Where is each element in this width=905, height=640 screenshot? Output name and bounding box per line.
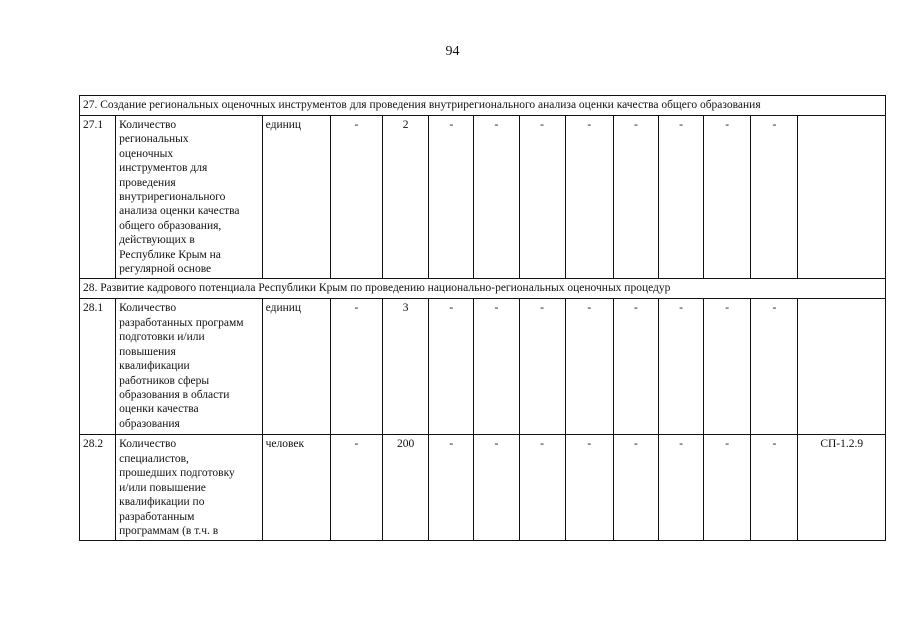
value-cell: - [704,299,751,435]
description-line: проведения [119,176,176,189]
value-cell: - [658,116,703,279]
value-cell: - [429,435,474,541]
value-cell: - [704,435,751,541]
description-line: квалификации по [119,496,205,509]
value-cell: - [613,299,658,435]
value-cell: - [519,299,565,435]
value-cell: - [565,116,613,279]
value-cell: - [613,435,658,541]
description-line: действующих в [119,234,195,247]
description-line: и/или повышение [119,481,206,494]
description-line: анализа оценки качества [119,205,240,218]
description-line: регулярной основе [119,263,212,276]
row-description [116,299,263,435]
row-number: 27.1 [80,116,116,279]
section-28-row [80,279,886,299]
value-cell: - [565,435,613,541]
value-cell: - [751,116,798,279]
description-line: Количество [119,438,177,451]
description-line: квалификации [119,360,190,373]
description-line: Республике Крым на [119,248,221,261]
section-27-row [80,96,886,116]
table-row-28-1 [80,299,886,435]
value-cell: - [613,116,658,279]
description-line: Количество [119,302,177,315]
description-line: работников сферы [119,374,210,387]
value-cell: - [658,435,703,541]
value-cell: 200 [383,435,429,541]
row-note: СП-1.2.9 [798,435,886,541]
value-cell: - [519,435,565,541]
description-line: повышения [119,345,176,358]
description-line: программам (в т.ч. в [119,524,219,537]
row-unit: единиц [262,116,330,279]
value-cell: - [474,116,519,279]
indicators-table [79,95,886,541]
row-note [798,116,886,279]
row-number: 28.1 [80,299,116,435]
row-description [116,116,263,279]
description-line: оценки качества [119,403,199,416]
value-cell: - [704,116,751,279]
description-line: специалистов, [119,452,189,465]
description-line: общего образования, [119,219,222,232]
description-line: разработанным [119,510,195,523]
description-line: разработанных программ [119,316,244,329]
section-27-title: 27. Создание региональных оценочных инструментов для проведения внутрирегионального анализа оценки качества общего образования [80,96,886,116]
page-number: 94 [445,44,460,59]
description-line: прошедших подготовку [119,467,235,480]
description-line: Количество [119,119,177,131]
value-cell: - [565,299,613,435]
value-cell: - [474,299,519,435]
value-cell: - [519,116,565,279]
value-cell: - [474,435,519,541]
description-line: региональных [119,133,189,146]
table-row-27-1 [80,116,886,279]
description-line: подготовки и/или [119,331,205,344]
description-line: инструментов для [119,162,208,175]
value-cell: - [429,299,474,435]
table-row-28-2 [80,435,886,541]
value-cell: - [658,299,703,435]
section-28-title: 28. Развитие кадрового потенциала Республики Крым по проведению национально-региональных оценочных процедур [80,279,886,299]
value-cell: - [751,435,798,541]
row-unit: человек [262,435,330,541]
value-cell: - [330,299,382,435]
value-cell: - [751,299,798,435]
description-line: образования [119,417,180,430]
value-cell: - [429,116,474,279]
value-cell: 3 [383,299,429,435]
description-line: внутрирегионального [119,191,226,204]
description-line: оценочных [119,147,174,160]
value-cell: 2 [383,116,429,279]
value-cell: - [330,435,382,541]
row-note [798,299,886,435]
row-unit: единиц [262,299,330,435]
value-cell: - [330,116,382,279]
description-line: образования в области [119,388,230,401]
row-number: 28.2 [80,435,116,541]
row-description [116,435,263,541]
